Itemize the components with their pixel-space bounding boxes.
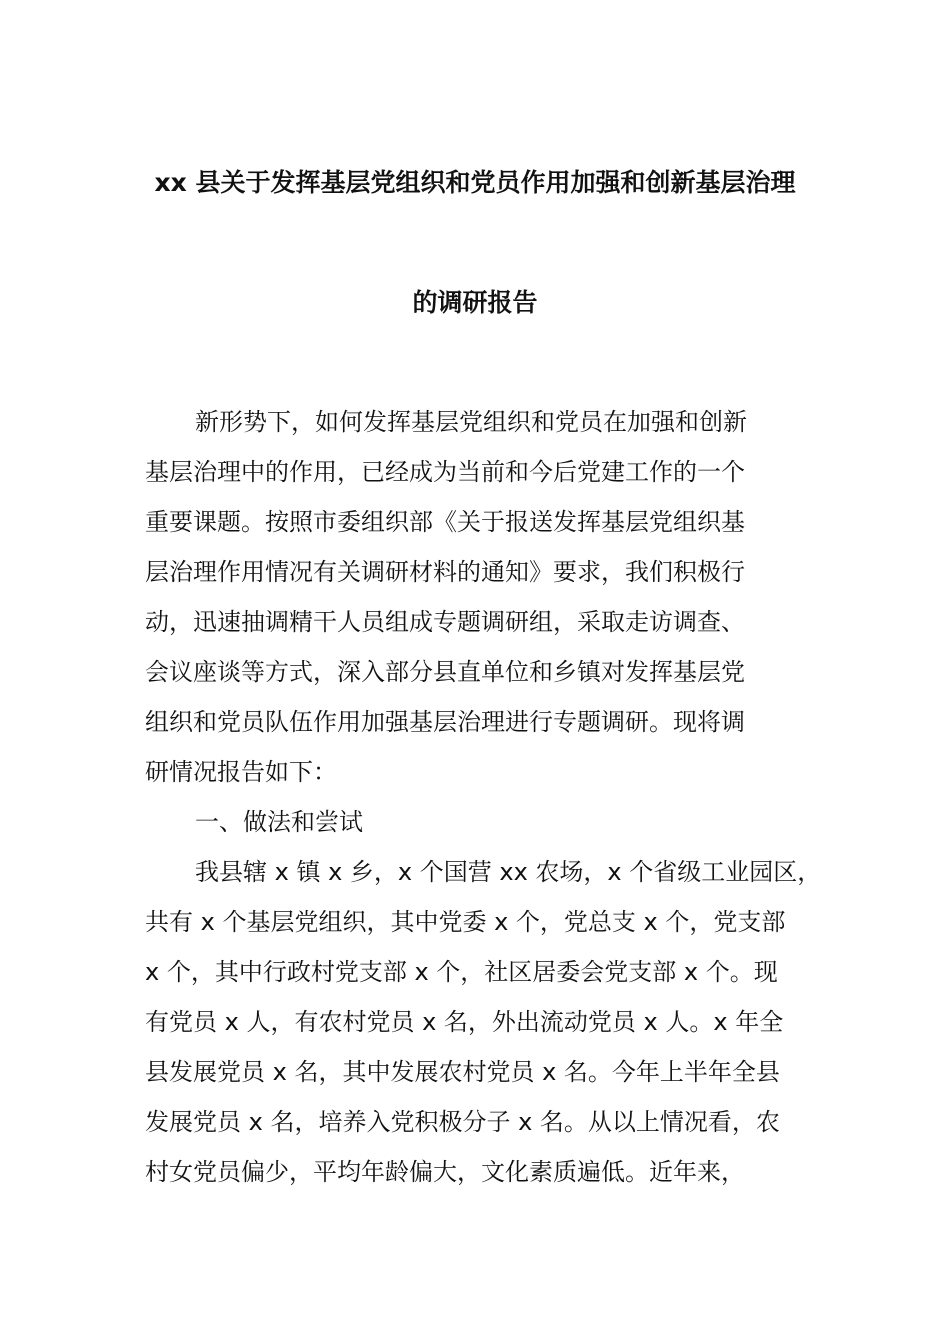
paragraph-2-line: 发展党员 x 名，培养入党积极分子 x 名。从以上情况看，农 [145,1108,780,1136]
paragraph-2-line: 有党员 x 人，有农村党员 x 名，外出流动党员 x 人。x 年全 [145,1008,784,1036]
paragraph-1-line: 重要课题。按照市委组织部《关于报送发挥基层党组织基 [145,508,745,536]
paragraph-1-line: 研情况报告如下： [145,758,337,786]
paragraph-1-line: 组织和党员队伍作用加强基层治理进行专题调研。现将调 [145,708,745,736]
paragraph-1-line: 基层治理中的作用，已经成为当前和今后党建工作的一个 [145,458,745,486]
paragraph-2-line: 县发展党员 x 名，其中发展农村党员 x 名。今年上半年全县 [145,1058,780,1086]
section-heading: 一、做法和尝试 [195,808,363,836]
paragraph-2-line: 村女党员偏少，平均年龄偏大，文化素质遍低。近年来， [145,1158,745,1186]
paragraph-1-line: 会议座谈等方式，深入部分县直单位和乡镇对发挥基层党 [145,658,745,686]
paragraph-2-line: 我县辖 x 镇 x 乡，x 个国营 xx 农场，x 个省级工业园区， [195,858,822,886]
paragraph-2-line: 共有 x 个基层党组织，其中党委 x 个，党总支 x 个，党支部 [145,908,786,936]
paragraph-1-line: 层治理作用情况有关调研材料的通知》要求，我们积极行 [145,558,745,586]
document-title-line-2: 的调研报告 [412,288,538,317]
paragraph-2-line: x 个，其中行政村党支部 x 个，社区居委会党支部 x 个。现 [145,958,778,986]
paragraph-1-line: 动，迅速抽调精干人员组成专题调研组，采取走访调查、 [145,608,745,636]
paragraph-1-line: 新形势下，如何发挥基层党组织和党员在加强和创新 [195,408,747,436]
document-title-line-1: xx 县关于发挥基层党组织和党员作用加强和创新基层治理 [154,168,796,197]
document-body [145,397,822,1197]
